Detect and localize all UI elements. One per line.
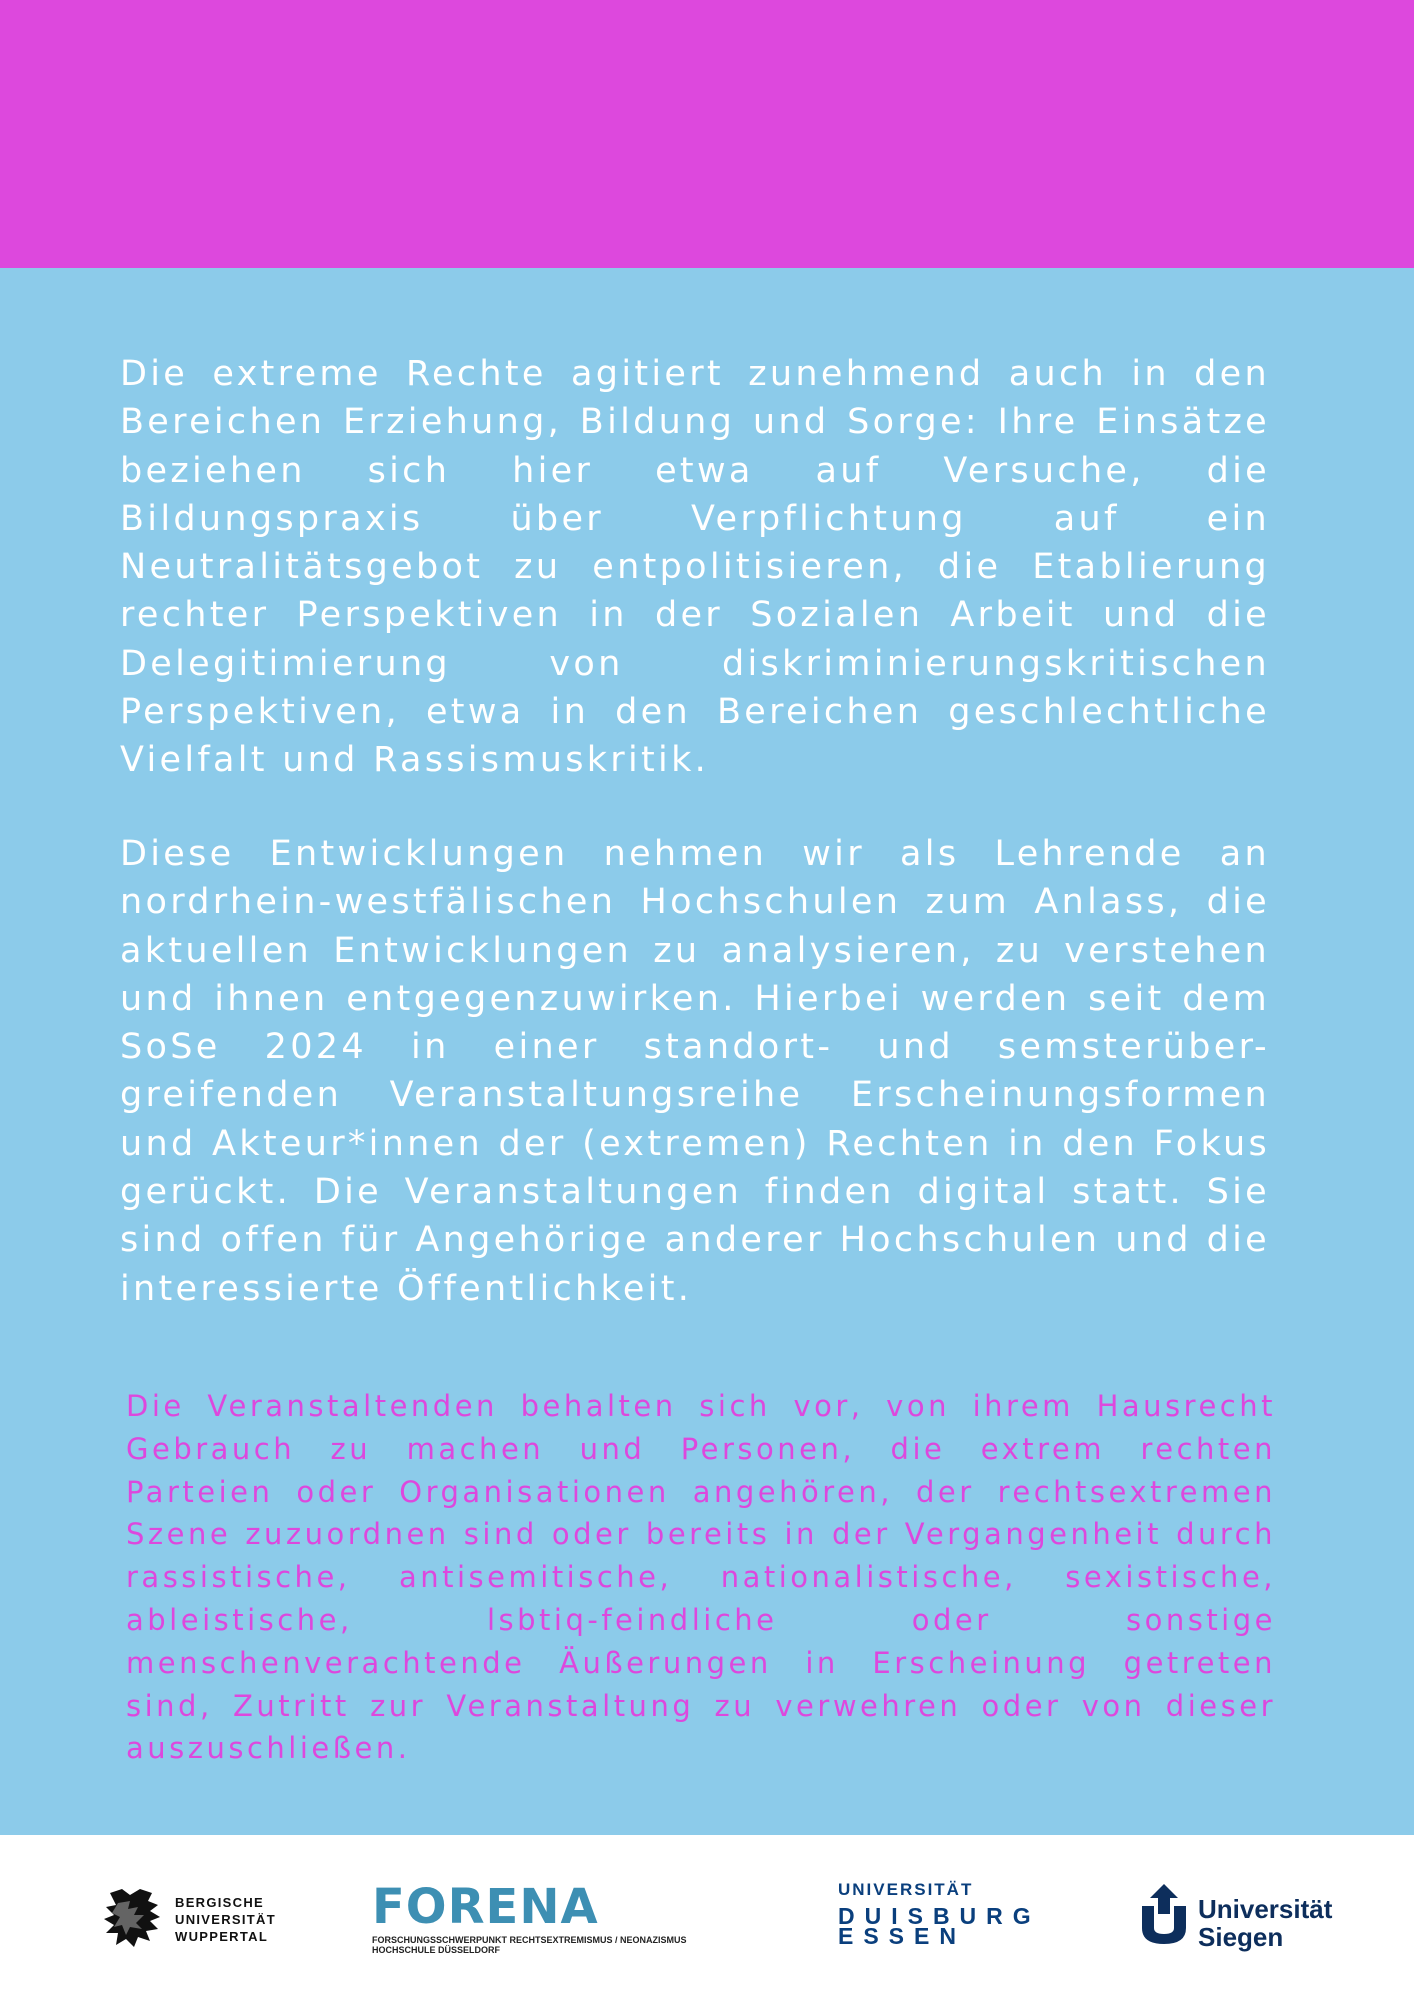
siegen-line-1: Universität bbox=[1198, 1894, 1333, 1924]
siegen-logo-text bbox=[1198, 1895, 1332, 1951]
ude-logo-line-1: UNIVERSITÄT bbox=[838, 1880, 974, 1899]
top-color-band bbox=[0, 0, 1414, 268]
forena-subtitle bbox=[372, 1935, 687, 1955]
event-series-paragraph: Diese Entwicklungen nehmen wir als Lehrende an nordrhein-westfälischen Hochschulen zum Anlass, die aktuellen Entwicklungen zu analysieren, zu verstehen und ihnen entgegenzuwirken. Hierbei werden seit dem SoSe 2024 in einer standort- und semsterüber-greifenden Veranstaltungsreihe Erscheinungsformen und Akteur*innen der (extremen) Rechten in den Fokus gerückt. Die Veranstaltungen finden digital statt. Sie sind offen für Angehörige anderer Hochschulen und die interessierte Öffentlichkeit. bbox=[120, 834, 1270, 1309]
ude-logo-line-2: DUISBURG bbox=[838, 1903, 1041, 1929]
wuppertal-line-3: WUPPERTAL bbox=[175, 1929, 269, 1944]
house-rules-notice: Die Veranstaltenden behalten sich vor, von ihrem Hausrecht Gebrauch zu machen und Personen, die extrem rechten Parteien oder Organisationen angehören, der rechtsextremen Szene zuzuordnen sind oder bereits in der Vergangenheit durch rassistische, antisemitische, nationalistische, sexistische, ableistische, lsbtiq-feindliche oder sonstige menschenverachtende Äußerungen in Erscheinung getreten sind, Zutritt zur Veranstaltung zu verwehren oder von dieser auszuschließen. bbox=[126, 1389, 1276, 1766]
wuppertal-logo-text bbox=[175, 1894, 276, 1945]
forena-subtitle-line-1: FORSCHUNGSSCHWERPUNKT RECHTSEXTREMISMUS / NEONAZISMUS bbox=[372, 1935, 687, 1945]
siegen-line-2: Siegen bbox=[1198, 1922, 1284, 1952]
lion-crest-icon bbox=[100, 1885, 164, 1951]
wuppertal-line-1: BERGISCHE bbox=[175, 1895, 264, 1910]
intro-paragraph: Die extreme Rechte agitiert zunehmend auch in den Bereichen Erziehung, Bildung und Sorge: Ihre Einsätze beziehen sich hier etwa auf Versuche, die Bildungspraxis über Verpflichtung auf ein Neutralitätsgebot zu entpolitisieren, die Etablierung rechter Perspektiven in der Sozialen Arbeit und die Delegitimierung von diskriminierungskritischen Perspektiven, etwa in den Bereichen geschlechtliche Vielfalt und Rassismuskritik. bbox=[120, 354, 1270, 781]
u-arrow-icon bbox=[1134, 1884, 1194, 1948]
ude-logo-line-3: ESSEN bbox=[838, 1923, 966, 1949]
forena-subtitle-line-2: HOCHSCHULE DÜSSELDORF bbox=[372, 1945, 501, 1955]
forena-logo: FORENA bbox=[372, 1879, 599, 1935]
wuppertal-line-2: UNIVERSITÄT bbox=[175, 1912, 276, 1927]
